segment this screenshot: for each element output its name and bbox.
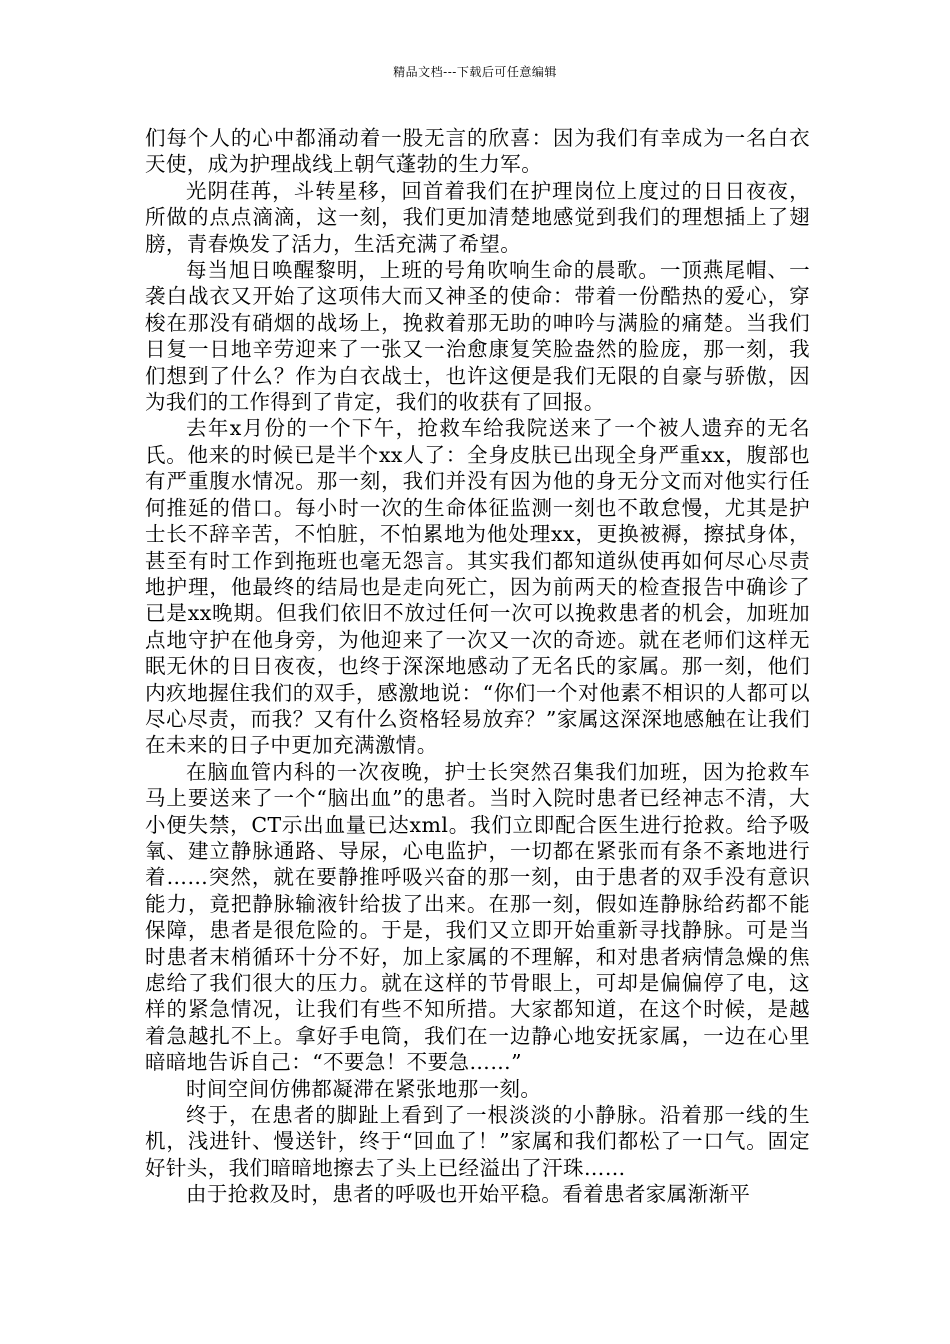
paragraph: 在脑血管内科的一次夜晚，护士长突然召集我们加班，因为抢救车马上要送来了一个“脑出血”的患者。当时入院时患者已经神志不清，大小便失禁，CT示出血量已达xml。我们立即配合医生进行抢救。给予吸氧、建立静脉通路、导尿，心电监护，一切都在紧张而有条不紊地进行着……突然，就在要静推呼吸兴奋的那一刻，由于患者的双手没有意识能力，竟把静脉输液针给拔了出来。在那一刻，假如连静脉给药都不能保障，患者是很危险的。于是，我们又立即开始重新寻找静脉。可是当时患者末梢循环十分不好，加上家属的不理解，和对患者病情急燥的焦虑给了我们很大的压力。就在这样的节骨眼上，可却是偏偏停了电，这样的紧急情况，让我们有些不知所措。大家都知道，在这个时候，是越着急越扎不上。拿好手电筒，我们在一边静心地安抚家属，一边在心里暗暗地告诉自己：“不要急！不要急……”: [145, 759, 810, 1075]
paragraph: 们每个人的心中都涌动着一股无言的欣喜：因为我们有幸成为一名白衣天使，成为护理战线上朝气蓬勃的生力军。: [145, 126, 810, 177]
paragraph: 由于抢救及时，患者的呼吸也开始平稳。看着患者家属渐渐平: [186, 1182, 751, 1207]
page-header: 精品文档---下载后可任意编辑: [393, 65, 557, 79]
paragraph: 每当旭日唤醒黎明，上班的号角吹响生命的晨歌。一顶燕尾帽、一袭白战衣又开始了这项伟大而又神圣的使命：带着一份酷热的爱心，穿梭在那没有硝烟的战场上，挽救着那无助的呻吟与满脸的痛楚。当我们日复一日地辛劳迎来了一张又一治愈康复笑脸盎然的脸庞，那一刻，我们想到了什么？作为白衣战士，也许这便是我们无限的自豪与骄傲，因为我们的工作得到了肯定，我们的收获有了回报。: [145, 258, 810, 415]
paragraph: 终于，在患者的脚趾上看到了一根淡淡的小静脉。沿着那一线的生机，浅进针、慢送针，终于“回血了！”家属和我们都松了一口气。固定好针头，我们暗暗地擦去了头上已经溢出了汗珠……: [145, 1103, 810, 1180]
paragraph: 光阴荏苒，斗转星移，回首着我们在护理岗位上度过的日日夜夜，所做的点点滴滴，这一刻，我们更加清楚地感觉到我们的理想插上了翅膀，青春焕发了活力，生活充满了希望。: [145, 178, 810, 256]
paragraph: 时间空间仿佛都凝滞在紧张地那一刻。: [186, 1076, 542, 1101]
document-body: [145, 125, 810, 1208]
paragraph: 去年x月份的一个下午，抢救车给我院送来了一个被人遗弃的无名氏。他来的时候已是半个xx人了：全身皮肤已出现全身严重xx，腹部也有严重腹水情况。那一刻，我们并没有因为他的身无分文而对他实行任何推延的借口。每小时一次的生命体征监测一刻也不敢怠慢，尤其是护士长不辞辛苦，不怕脏，不怕累地为他处理xx，更换被褥，擦拭身体，甚至有时工作到拖班也毫无怨言。其实我们都知道纵使再如何尽心尽责地护理，他最终的结局也是走向死亡，因为前两天的检查报告中确诊了已是xx晚期。但我们依旧不放过任何一次可以挽救患者的机会，加班加点地守护在他身旁，为他迎来了一次又一次的奇迹。就在老师们这样无眠无休的日日夜夜，也终于深深地感动了无名氏的家属。那一刻，他们内疚地握住我们的双手，感激地说：“你们一个对他素不相识的人都可以尽心尽责，而我？又有什么资格轻易放弃？”家属这深深地感触在让我们在未来的日子中更加充满激情。: [145, 416, 810, 758]
